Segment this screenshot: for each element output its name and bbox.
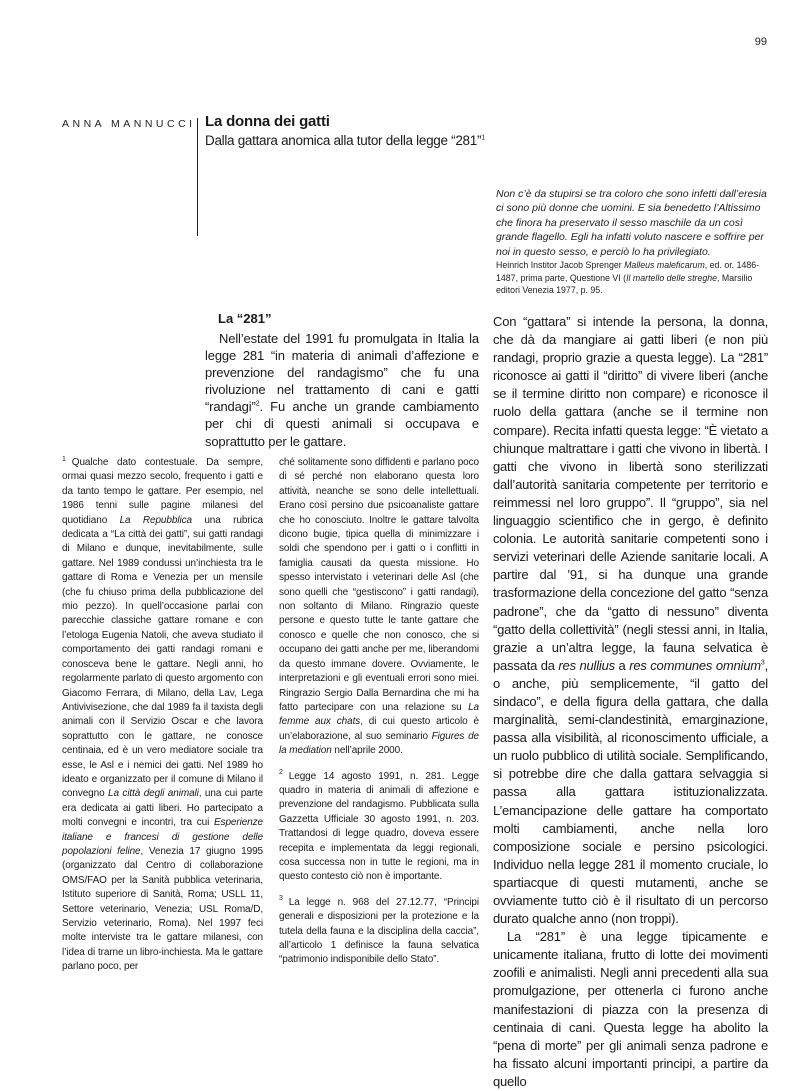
footnote-1-continued — [279, 456, 479, 759]
footnote-number: 1 — [62, 455, 66, 463]
footnote-ref[interactable]: 2 — [255, 401, 260, 409]
page-number: 99 — [754, 36, 767, 48]
footnote-text: nell’aprile 2000. — [331, 745, 403, 757]
header-divider — [197, 118, 198, 236]
section-heading: La “281” — [218, 311, 272, 326]
author-name: ANNA MANNUCCI — [62, 118, 196, 130]
body-paragraph-2: La “281” è una legge tipicamente e unicamente italiana, frutto di lotte dei movimenti zoofili e animalisti. Negli anni precedenti alla sua promulgazione, per ottenerla ci furono anche manifestazioni di piazza con la presenza di centinaia di cani. Questa legge ha abolito la “pena di morte” per gli animali senza padrone e ha fissato alcuni importanti principi, a partire da quello — [493, 929, 768, 1089]
lead-paragraph — [205, 330, 479, 450]
footnote-italic: La femme aux chats — [279, 701, 479, 728]
article-subtitle — [205, 133, 485, 148]
lead-before: Nell’estate del 1991 fu promulgata in Italia la legge 281 “in materia di animali d’affezione e prevenzione del randagismo” che fu una rivoluzione nel trattamento di cani e gatti “randagi” — [205, 331, 479, 415]
footnote-3 — [279, 896, 479, 968]
lead-text — [205, 330, 479, 450]
footnote-text: , una cui parte era dedicata ai gatti liberi. Ho partecipato a molti convegni e incontri, tra cui — [62, 788, 263, 829]
footnote-text: ché solitamente sono diffidenti e parlano poco di sé perché non elaborano questa loro attività, neanche se sono delle intellettuali. Erano così persino due psicoanaliste gattare che ho conosciuto. Inoltre le gattare talvolta dicono bugie, tipica quella di minimizzare i soldi che spendono per i gatti o i conflitti in famiglia causati da questa missione. Ho spesso intervistato i veterinari delle Asl (che sono quelli che “gestiscono” i gatti randagi), non soltanto di Milano. Ringrazio queste persone e questo tutte le tante gattare che conosco e quelle che non conosco, che si occupano dei gatti anche per me, liberandomi da questo immane dovere. Ovviamente, le interpretazioni e gli eventuali errori sono miei. Ringrazio Sergio Dalla Bernardina che mi ha fatto partecipare con una relazione su — [279, 457, 479, 713]
footnote-text: , di cui questo articolo è un’elaborazione, al suo seminario — [279, 716, 479, 742]
footnote-text: Legge 14 agosto 1991, n. 281. Legge quadro in materia di animali di affezione e prevenzione del randagismo. Pubblicata sulla Gazzetta Ufficiale 30 agosto 1991, n. 203. Trattandosi di legge quadro, doveva essere recepita e implementata da leggi regionali, cosa successa non in tutte le regioni, ma in questo contesto ciò non è importante. — [279, 770, 479, 883]
footnote-1 — [62, 456, 263, 975]
body-italic: res communes omnium — [629, 657, 761, 673]
footnote-text: una rubrica dedicata a “La città dei gatti”, sui gatti randagi di Milano e dunque, inevitabilmente, sulle gattare. Nel 1989 condussi un’inchiesta tra le gattare di Roma e Venezia per un mensile (che fu chiuso prima della pubblicazione del mio pezzo). In quell’occasione parlai con parecchie classiche gattare romane e con l’etologa Eugenia Natoli, che aveva studiato il comportamento dei gatti randagi romani e conosceva bene le gattare. Negli anni, ho regolarmente parlato di questo argomento con Giacomo Ferrara, di Milano, della Lav, Lega Antivivisezione, che dal 1989 fa il taxista degli animali con il Servizio Oscar e che lavora soprattutto con le gattare, ne conosce centinaia, ed è un vero mediatore sociale tra esse, le Asl e i nemici dei gatti. Nel 1989 ho ideato e organizzato per il comune di Milano il convegno — [62, 514, 263, 800]
footnote-text: , Venezia 17 giugno 1995 (organizzato dal Centro di collaborazione OMS/FAO per la Sanità pubblica veterinaria, Istituto superiore di Sanità, Roma; USLL 11, Settore veterinario, Venezia; USL Roma/D, Servizio veterinario, Roma). Nel 1997 feci molte interviste tra le gattare milanesi, con l’idea di trarne un libro-inchiesta. Ma le gattare parlano poco, per — [62, 845, 264, 973]
citation-edition: , ed. or. 1486-1487, prima parte, Questione VI ( — [496, 260, 760, 283]
body-paragraph-1 — [493, 313, 768, 928]
article-title: La donna dei gatti — [205, 113, 330, 130]
footnote-2 — [279, 770, 479, 885]
body-text: a — [614, 657, 630, 673]
citation-publisher: , Marsilio editori Venezia 1977, p. 95. — [496, 272, 753, 296]
epigraph-quote: Non c’è da stupirsi se tra coloro che sono infetti dall’eresia ci sono più donne che uomini. E sia benedetto l’Altissimo che finora ha preservato il sesso maschile da un così grande flagello. Egli ha infatti voluto nascere e soffrire per noi in questo sesso, e perciò lo ha privilegiato. — [496, 188, 767, 258]
footnote-italic: La Repubblica — [119, 514, 192, 526]
footnote-italic: La città degli animali — [108, 788, 199, 800]
footnote-text: Qualche dato contestuale. Da sempre, ormai quasi mezzo secolo, frequento i gatti e da tanto tempo le gattare. Per esempio, nel 1986 tenni sulle pagine milanesi del quotidiano — [62, 457, 263, 526]
citation-work-title: Malleus maleficarum — [624, 260, 705, 270]
footnote-ref[interactable]: 1 — [481, 134, 485, 142]
epigraph-citation — [496, 259, 768, 297]
footnote-number: 2 — [279, 769, 283, 777]
lead-after: . Fu anche un grande cambiamento per chi di questi animali si occupava e soprattutto per le gattare. — [205, 399, 479, 449]
body-italic: res nullius — [558, 657, 615, 673]
body-column-right — [493, 313, 768, 1091]
footnote-1-text — [62, 456, 263, 975]
body-text: , o anche, più semplicemente, “il gatto del sindaco”, e della figura della gattara, che dalla marginalità, semi-clandestinità, emarginazione, passa alla visibilità, al riconoscimento ufficiale, a un ruolo pubblico di utilità sociale. Semplificando, si potrebbe dire che dalla gattara selvaggia si passa alla gattara istituzionalizzata. L’emancipazione delle gattare ha comportato molti cambiamenti, anche nella loro composizione sociale e persino psicologici. Individuo nella legge 281 il momento cruciale, lo spartiacque di questi mutamenti, anche se ovviamente tutto ciò è il risultato di un percorso durato qualche anno (non troppi). — [493, 657, 768, 927]
footnote-text: La legge n. 968 del 27.12.77, “Principi generali e disposizioni per la protezione e la tutela della fauna e la disciplina della caccia”, all’articolo 1 definisce la fauna selvatica “patrimonio indisponibile dello Stato”. — [279, 896, 479, 966]
footnote-italic: Figures de la mediation — [279, 730, 479, 757]
footnote-number: 3 — [279, 895, 283, 903]
footnote-ref[interactable]: 3 — [760, 659, 765, 667]
footnote-italic: Esperienze italiane e francesi di gestione delle popolazioni feline — [62, 817, 263, 857]
citation-authors: Heinrich Institor Jacob Sprenger — [496, 260, 625, 270]
body-text: Con “gattara” si intende la persona, la donna, che dà da mangiare ai gatti liberi (e non più randagi, proprio grazie a questa legge). La “281” riconosce ai gatti il “diritto” di vivere liberi (anche se il termine diritto non compare) e riconosce il ruolo della gattara (anche se il termine non compare). Recita infatti questa legge: “È vietato a chiunque maltrattare i gatti che vivono in libertà. I gatti che vivono in libertà sono sterilizzati dall’autorità sanitaria competente per territorio e reimmessi nel loro gruppo”. Il “gruppo”, sia nel linguaggio scientifico che in gergo, è definito colonia. Le autorità sanitarie competenti sono i servizi veterinari delle Aziende sanitarie locali. A partire dal ’91, si ha dunque una grande trasformazione della concezione del gatto “senza padrone”, che da “gatto di nessuno” diventa “gatto della collettività” (negli stessi anni, in Italia, grazie a un’altra legge, la fauna selvatica è passata da — [493, 314, 768, 673]
subtitle-text: Dalla gattara anomica alla tutor della legge “281” — [205, 133, 482, 148]
citation-translation-title: Il martello delle streghe — [626, 272, 718, 283]
footnotes-column-right — [279, 456, 479, 968]
